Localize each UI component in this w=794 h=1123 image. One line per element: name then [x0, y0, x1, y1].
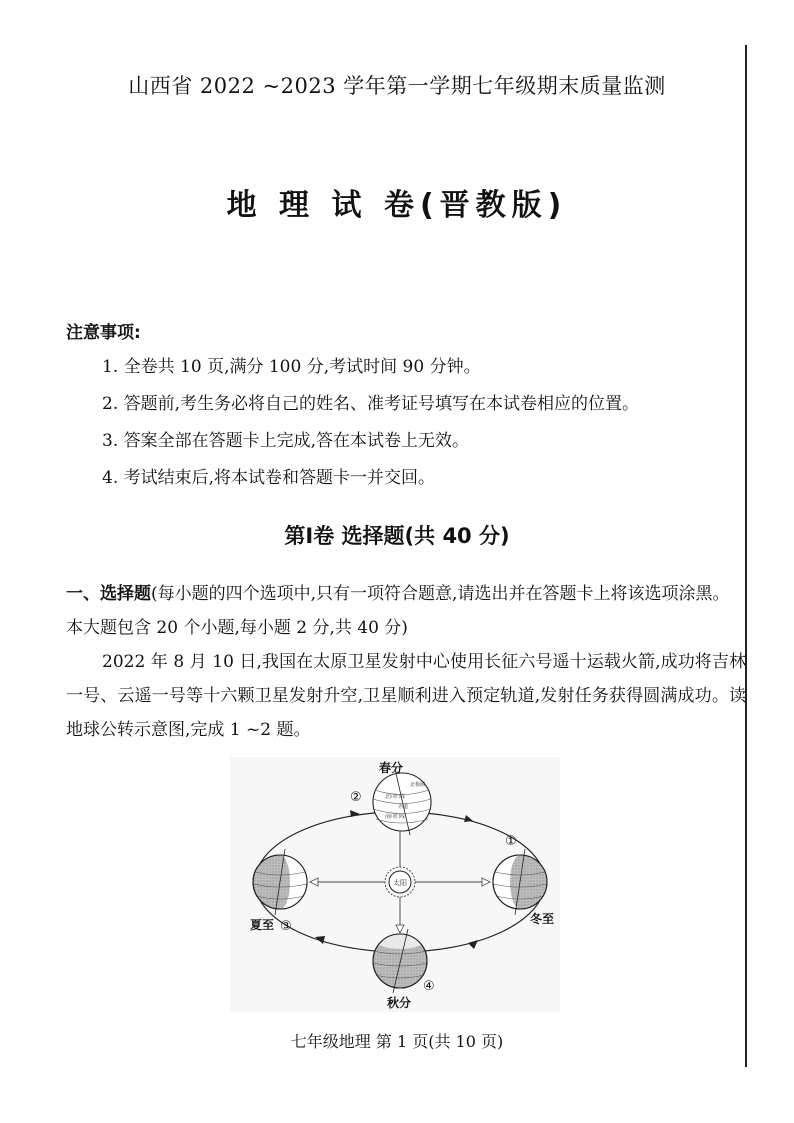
note-item: 1. 全卷共 10 页,满分 100 分,考试时间 90 分钟。 [102, 357, 481, 377]
position-marker-4: ④ [423, 979, 435, 994]
globe-line-label: 北极圈 [410, 782, 426, 788]
diagram-svg [230, 757, 560, 1012]
globe-line-label: 南回归线 [385, 814, 406, 820]
paper-title: 地 理 试 卷(晋教版) [226, 188, 568, 223]
earth-revolution-diagram [230, 757, 560, 1012]
exam-header: 山西省 2022 ~2023 学年第一学期七年级期末质量监测 [128, 74, 666, 98]
position-marker-3: ③ [280, 919, 292, 934]
globe-line-label: 赤道 [398, 804, 409, 810]
position-marker-1: ① [505, 834, 517, 849]
instruction-text: (每小题的四个选项中,只有一项符合题意,请选出并在答题卡上将该选项涂黑。本大题包含 20 个小题,每小题 2 分,共 40 分) [66, 584, 730, 638]
sun-label: 太阳 [393, 879, 407, 887]
season-label-winter: 冬至 [530, 912, 555, 926]
section-instruction [66, 577, 746, 645]
section-label: 一、选择题 [66, 584, 151, 604]
globe-line-label: 北回归线 [385, 794, 406, 800]
note-item: 3. 答案全部在答题卡上完成,答在本试卷上无效。 [102, 431, 470, 451]
note-item: 2. 答题前,考生务必将自己的姓名、准考证号填写在本试卷相应的位置。 [102, 394, 640, 414]
season-label-spring: 春分 [379, 761, 404, 775]
passage: 2022 年 8 月 10 日,我国在太原卫星发射中心使用长征六号遥十运载火箭,成功将吉林一号、云遥一号等十六颗卫星发射升空,卫星顺利进入预定轨道,发射任务获得圆满成功。读地球公转示意图,完成 1 ~2 题。 [66, 652, 746, 740]
note-item: 4. 考试结束后,将本试卷和答题卡一并交回。 [102, 468, 436, 488]
part-heading: 第Ⅰ卷 选择题(共 40 分) [284, 524, 510, 548]
season-label-summer: 夏至 [250, 918, 275, 932]
notes-heading: 注意事项: [66, 323, 141, 343]
page-footer: 七年级地理 第 1 页(共 10 页) [290, 1032, 504, 1051]
season-label-autumn: 秋分 [387, 996, 412, 1010]
position-marker-2: ② [350, 790, 362, 805]
